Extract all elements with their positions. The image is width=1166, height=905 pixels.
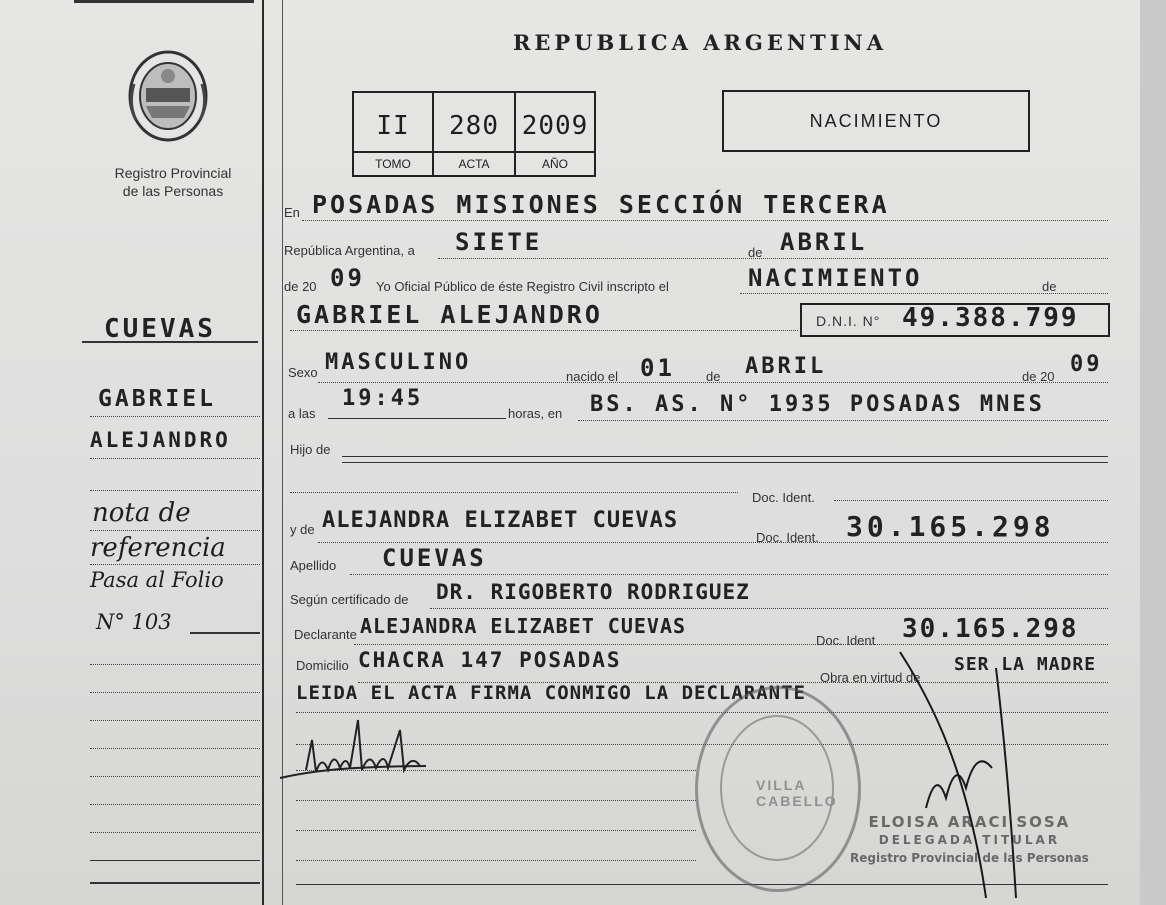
margin-note-line-4: N° 103 <box>96 610 172 634</box>
month-value: ABRIL <box>780 228 868 256</box>
birth-year-prefix-label: de 20 <box>1022 369 1055 384</box>
form-rule <box>318 382 1108 383</box>
en-label: En <box>284 205 300 220</box>
round-stamp-text: VILLA CABELLO <box>756 777 838 809</box>
margin-surname: CUEVAS <box>104 314 216 344</box>
margin-dotted-rule <box>90 416 260 417</box>
obra-value: SER LA MADRE <box>954 654 1097 675</box>
declarante-doc-value: 30.165.298 <box>902 614 1079 644</box>
y-de-label: y de <box>290 522 315 537</box>
form-rule <box>290 492 738 493</box>
tomo-label: TOMO <box>354 151 432 175</box>
closing-line-value: LEIDA EL ACTA FIRMA CONMIGO LA DECLARANTE <box>296 682 806 704</box>
nacido-label: nacido el <box>566 369 619 384</box>
officer-signature-icon <box>896 648 1036 905</box>
margin-note-line-3: Pasa al Folio <box>90 568 224 592</box>
declarante-label: Declarante <box>294 627 357 642</box>
event-value: NACIMIENTO <box>748 264 923 292</box>
horas-label: horas, en <box>508 406 563 421</box>
officer-text: Yo Oficial Público de éste Registro Civil inscripto el <box>376 279 669 294</box>
margin-column <box>0 0 262 905</box>
form-rule <box>290 330 798 331</box>
mother-name-value: ALEJANDRA ELIZABET CUEVAS <box>322 508 679 533</box>
form-rule <box>438 258 1108 259</box>
domicilio-value: CHACRA 147 POSADAS <box>358 648 622 672</box>
form-rule <box>350 574 1108 575</box>
officer-org: Registro Provincial de las Personas <box>850 851 1089 865</box>
officer-title: DELEGADA TITULAR <box>878 833 1061 847</box>
apellido-value: CUEVAS <box>382 544 487 572</box>
sexo-value: MASCULINO <box>325 350 472 375</box>
margin-dotted-rule <box>90 720 260 721</box>
dni-label: D.N.I. N° <box>816 313 881 329</box>
margin-dotted-rule <box>90 692 260 693</box>
day-written-value: SIETE <box>455 228 543 256</box>
form-rule <box>318 542 1108 543</box>
margin-note-line-1: nota de <box>92 498 191 528</box>
record-type-box: NACIMIENTO <box>722 90 1030 152</box>
domicilio-label: Domicilio <box>296 658 349 673</box>
registry-name-line2: de las Personas <box>122 183 224 199</box>
dni-value: 49.388.799 <box>902 303 1079 333</box>
column-divider-outer <box>262 0 264 905</box>
form-rule <box>296 860 696 861</box>
registry-name <box>88 164 258 200</box>
province-seal-icon <box>124 44 212 144</box>
de-label-3: de <box>706 369 721 384</box>
margin-rule <box>82 341 258 343</box>
birth-place-value: BS. AS. N° 1935 POSADAS MNES <box>590 392 1045 417</box>
doc-ident-label-1: Doc. Ident. <box>752 490 815 505</box>
margin-rule <box>90 882 260 884</box>
tomo-cell <box>354 93 434 175</box>
doc-ident-label-3: Doc. Ident <box>816 633 876 648</box>
acta-value: 280 <box>449 111 499 141</box>
margin-given-name-1: GABRIEL <box>98 386 216 412</box>
de-label-2: de <box>1042 279 1057 294</box>
acta-label: ACTA <box>434 151 514 175</box>
margin-note-line-2: referencia <box>90 533 226 563</box>
certificate-doctor-value: DR. RIGOBERTO RODRIGUEZ <box>436 580 750 604</box>
de-label: de <box>748 245 763 260</box>
sexo-label: Sexo <box>288 365 318 380</box>
birth-month-value: ABRIL <box>745 354 827 379</box>
declarante-value: ALEJANDRA ELIZABET CUEVAS <box>360 614 687 638</box>
margin-dotted-rule <box>90 664 260 665</box>
form-rule <box>302 220 1108 221</box>
acta-cell <box>434 93 516 175</box>
form-rule <box>342 456 1108 457</box>
margin-dotted-rule <box>90 804 260 805</box>
place-value: POSADAS MISIONES SECCIÓN TERCERA <box>312 190 890 219</box>
margin-dotted-rule <box>90 530 260 531</box>
anio-cell <box>516 93 594 175</box>
round-registry-stamp <box>695 686 861 892</box>
form-rule <box>354 644 1108 645</box>
form-rule <box>834 500 1108 501</box>
republica-label: República Argentina, a <box>284 243 415 258</box>
tomo-value: II <box>376 111 410 141</box>
birth-day-value: 01 <box>640 354 675 382</box>
form-rule <box>342 462 1108 463</box>
dni-box <box>800 303 1110 337</box>
form-rule <box>328 418 506 419</box>
margin-rule <box>190 632 260 634</box>
country-title: REPUBLICA ARGENTINA <box>512 30 888 55</box>
hijo-label: Hijo de <box>290 442 331 457</box>
doc-ident-label-2: Doc. Ident. <box>756 530 819 545</box>
a-las-label: a las <box>288 406 316 421</box>
form-rule <box>296 800 696 801</box>
birth-year-suffix-value: 09 <box>1070 352 1103 377</box>
margin-dotted-rule <box>90 832 260 833</box>
margin-dotted-rule <box>90 490 260 491</box>
officer-name: ELOISA ARACI SOSA <box>868 813 1071 831</box>
birth-time-value: 19:45 <box>342 386 424 411</box>
form-rule <box>430 608 1108 609</box>
declarant-signature-icon <box>276 710 436 786</box>
margin-dotted-rule <box>90 776 260 777</box>
registry-name-line1: Registro Provincial <box>114 165 232 181</box>
margin-rule <box>90 860 260 861</box>
certificado-label: Según certificado de <box>290 592 409 607</box>
registration-number-box <box>352 91 596 177</box>
anio-value: 2009 <box>521 111 589 141</box>
form-rule <box>578 420 1108 421</box>
margin-dotted-rule <box>90 458 260 459</box>
margin-dotted-rule <box>90 748 260 749</box>
anio-label: AÑO <box>516 151 594 175</box>
margin-top-rule <box>74 0 254 3</box>
child-name-value: GABRIEL ALEJANDRO <box>296 300 603 329</box>
year-suffix-value: 09 <box>330 264 365 292</box>
year-prefix-label: de 20 <box>284 279 317 294</box>
form-rule <box>296 830 696 831</box>
form-rule <box>740 293 1108 294</box>
mother-doc-value: 30.165.298 <box>846 510 1055 543</box>
apellido-label: Apellido <box>290 558 337 573</box>
margin-dotted-rule <box>90 564 260 565</box>
margin-given-name-2: ALEJANDRO <box>90 428 231 452</box>
obra-label: Obra en virtud de <box>820 670 921 685</box>
